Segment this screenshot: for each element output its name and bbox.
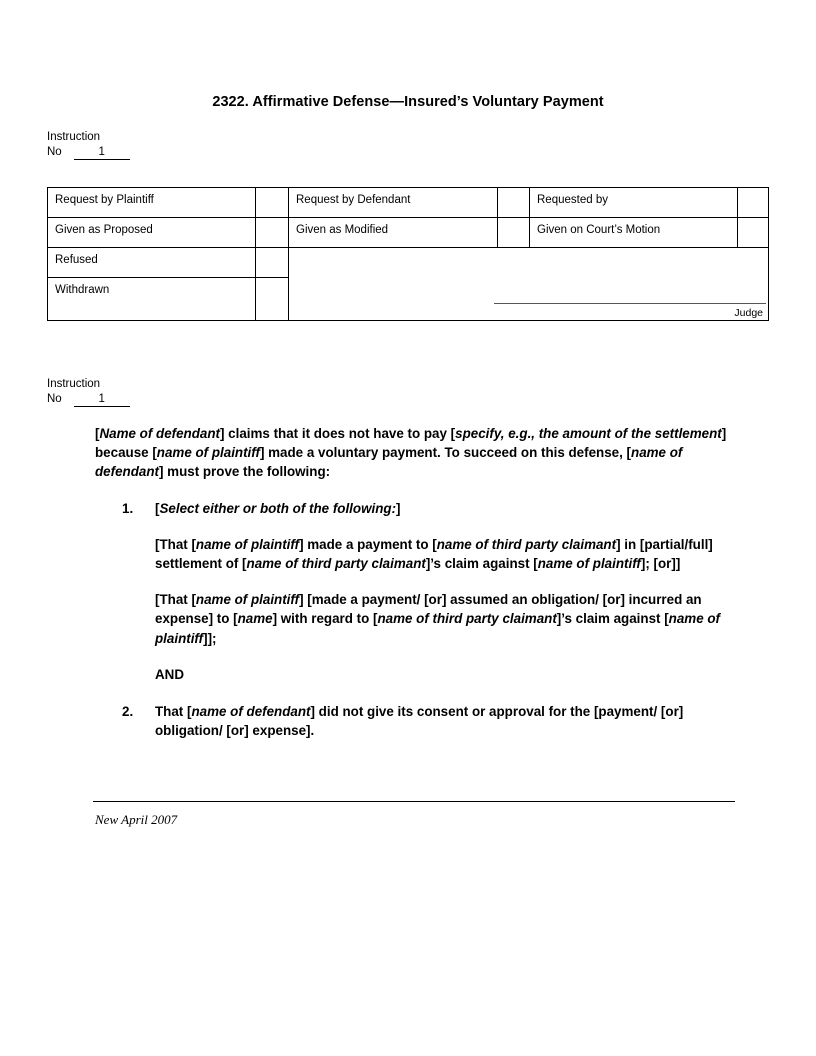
- judge-signature-cell: [289, 248, 769, 321]
- instruction-label-2: Instruction: [47, 378, 101, 390]
- instruction-number-block-2: [47, 377, 130, 407]
- list-marker-1: 1.: [122, 500, 134, 516]
- checkbox-refused[interactable]: [256, 248, 289, 278]
- footer-revision-date: New April 2007: [95, 812, 178, 827]
- list-item: [95, 702, 735, 740]
- cell-refused: Refused: [48, 248, 256, 278]
- footer-divider: [93, 801, 735, 802]
- list-item-1-option-a: [That [name of plaintiff] made a payment to [name of third party claimant] in [partial/full] settlement of [name of third party claimant]’s claim against [name of plaintiff]; [or]]: [155, 536, 713, 572]
- request-disposition-table: [47, 187, 769, 321]
- cell-given-as-modified: Given as Modified: [289, 218, 498, 248]
- instruction-body: [95, 424, 735, 740]
- table-row: [48, 188, 769, 218]
- cell-withdrawn: Withdrawn: [48, 278, 256, 321]
- instruction-no-label-2: No: [47, 393, 62, 405]
- checkbox-request-by-defendant[interactable]: [498, 188, 530, 218]
- cell-request-by-plaintiff: Request by Plaintiff: [48, 188, 256, 218]
- checkbox-given-on-courts-motion[interactable]: [738, 218, 769, 248]
- list-marker-2: 2.: [122, 704, 134, 720]
- instruction-label-1: Instruction: [47, 131, 101, 143]
- checkbox-given-as-proposed[interactable]: [256, 218, 289, 248]
- instruction-no-label-1: No: [47, 146, 62, 158]
- instruction-no-row-2: [47, 392, 130, 407]
- table-row: [48, 248, 769, 278]
- and-connector: AND: [155, 666, 185, 682]
- list-item-2-text: That [name of defendant] did not give its consent or approval for the [payment/ [or] obligation/ [or] expense].: [155, 704, 684, 739]
- cell-given-as-proposed: Given as Proposed: [48, 218, 256, 248]
- list-item-1-text: [Select either or both of the following:]: [155, 500, 401, 516]
- instruction-no-row-1: [47, 145, 130, 160]
- table-row: [48, 218, 769, 248]
- list-item-1-option-b: [That [name of plaintiff] [made a payment/ [or] assumed an obligation/ [or] incurred an expense] to [name] with regard to [name of third party claimant]’s claim against [name of plaintiff]];: [155, 592, 721, 646]
- checkbox-requested-by[interactable]: [738, 188, 769, 218]
- intro-paragraph: [Name of defendant] claims that it does not have to pay [specify, e.g., the amount of the settlement] because [name of plaintiff] made a voluntary payment. To succeed on this defense, [name of defendant] must prove the following:: [95, 426, 727, 480]
- instruction-no-field-1[interactable]: 1: [74, 145, 130, 160]
- instruction-no-field-2[interactable]: 1: [74, 392, 130, 407]
- checkbox-withdrawn[interactable]: [256, 278, 289, 321]
- checkbox-given-as-modified[interactable]: [498, 218, 530, 248]
- page-title: 2322. Affirmative Defense—Insured’s Voluntary Payment: [212, 94, 604, 110]
- instruction-number-block-1: [47, 130, 130, 160]
- cell-requested-by: Requested by: [530, 188, 738, 218]
- cell-given-on-courts-motion: Given on Court’s Motion: [530, 218, 738, 248]
- cell-request-by-defendant: Request by Defendant: [289, 188, 498, 218]
- judge-signature-line[interactable]: [494, 303, 766, 304]
- checkbox-request-by-plaintiff[interactable]: [256, 188, 289, 218]
- list-item: [95, 499, 735, 518]
- judge-signature-label: Judge: [734, 307, 763, 319]
